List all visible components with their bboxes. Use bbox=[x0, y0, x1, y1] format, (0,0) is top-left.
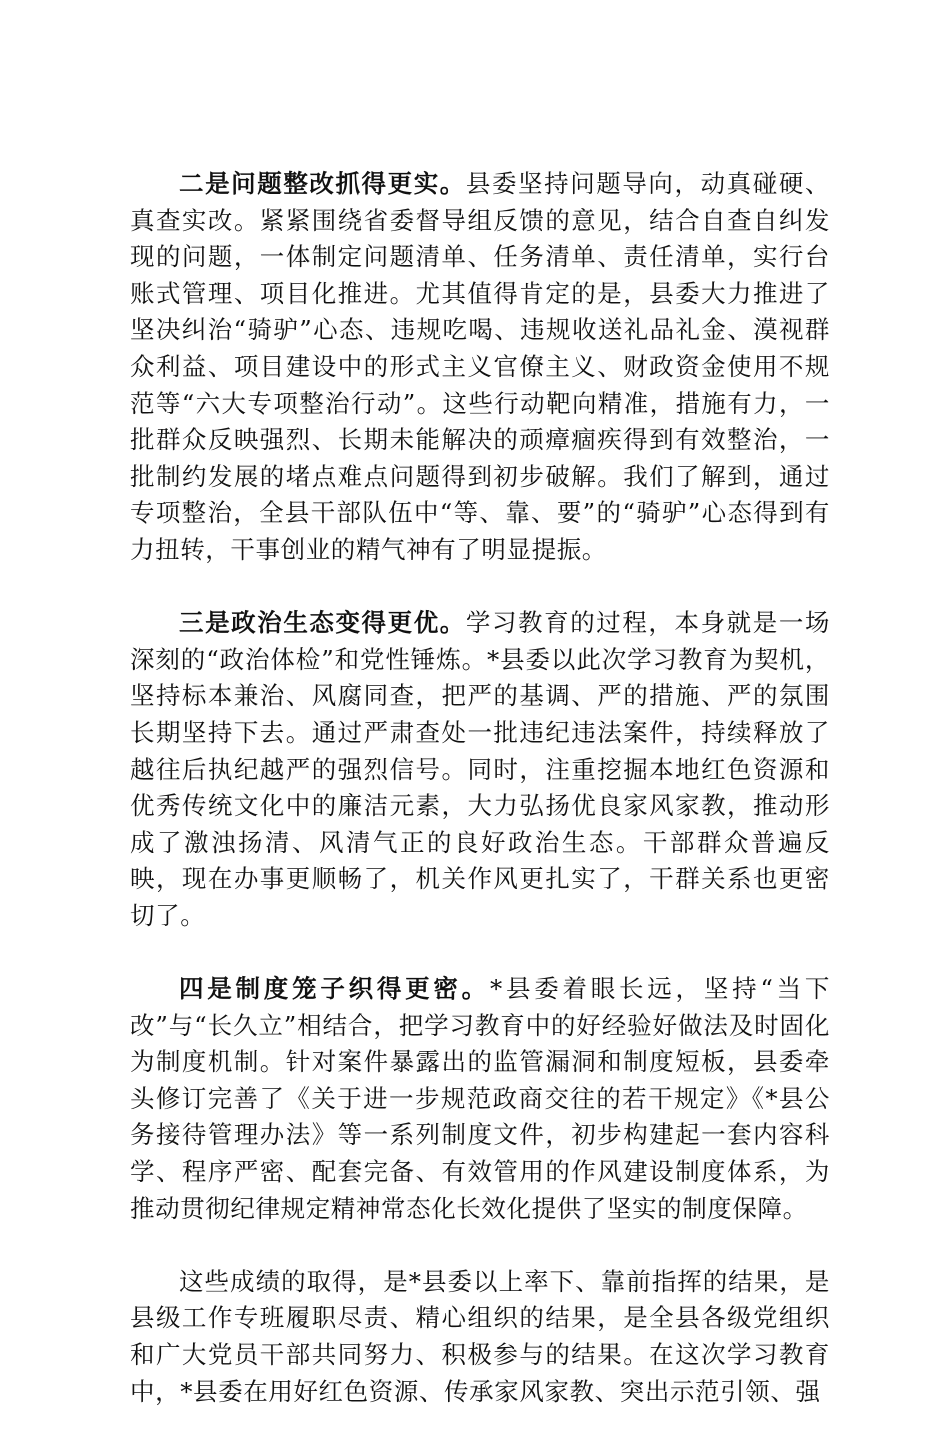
paragraph-institutional-cage bbox=[130, 971, 830, 1227]
paragraph-achievements bbox=[130, 1264, 830, 1410]
paragraph-text: *县委着眼长远，坚持“当下改”与“长久立”相结合，把学习教育中的好经验好做法及时固化为制度机制。针对案件暴露出的监管漏洞和制度短板，县委牵头修订完善了《关于进一步规范政商交往的若干规定》《*县公务接待管理办法》等一系列制度文件，初步构建起一套内容科学、程序严密、配套完备、有效管用的作风建设制度体系，为推动贯彻纪律规定精神常态化长效化提供了坚实的制度保障。 bbox=[130, 974, 831, 1223]
paragraph-text: 这些成绩的取得，是*县委以上率下、靠前指挥的结果，是县级工作专班履职尽责、精心组织的结果，是全县各级党组织和广大党员干部共同努力、积极参与的结果。在这次学习教育中，*县委在用好红色资源、传承家风家教、突出示范引领、强 bbox=[130, 1266, 830, 1406]
paragraph-rectification bbox=[130, 166, 830, 569]
document-body bbox=[130, 166, 830, 1447]
paragraph-lead: 三是政治生态变得更优。 bbox=[179, 608, 466, 638]
paragraph-text: 县委坚持问题导向，动真碰硬、真查实改。紧紧围绕省委督导组反馈的意见，结合自查自纠发现的问题，一体制定问题清单、任务清单、责任清单，实行台账式管理、项目化推进。尤其值得肯定的是，县委大力推进了坚决纠治“骑驴”心态、违规吃喝、违规收送礼品礼金、漠视群众利益、项目建设中的形式主义官僚主义、财政资金使用不规范等“六大专项整治行动”。这些行动靶向精准，措施有力，一批群众反映强烈、长期未能解决的顽瘴痼疾得到有效整治，一批制约发展的堵点难点问题得到初步破解。我们了解到，通过专项整治，全县干部队伍中“等、靠、要”的“骑驴”心态得到有力扭转，干事创业的精气神有了明显提振。 bbox=[130, 169, 830, 564]
paragraph-political-ecology bbox=[130, 605, 830, 934]
paragraph-lead: 二是问题整改抓得更实。 bbox=[179, 169, 466, 198]
paragraph-lead: 四是制度笼子织得更密。 bbox=[179, 974, 490, 1004]
paragraph-text: 学习教育的过程，本身就是一场深刻的“政治体检”和党性锤炼。*县委以此次学习教育为契机，坚持标本兼治、风腐同查，把严的基调、严的措施、严的氛围长期坚持下去。通过严肃查处一批违纪违法案件，持续释放了越往后执纪越严的强烈信号。同时，注重挖掘本地红色资源和优秀传统文化中的廉洁元素，大力弘扬优良家风家教，推动形成了激浊扬清、风清气正的良好政治生态。干部群众普遍反映，现在办事更顺畅了，机关作风更扎实了，干群关系也更密切了。 bbox=[130, 608, 830, 930]
